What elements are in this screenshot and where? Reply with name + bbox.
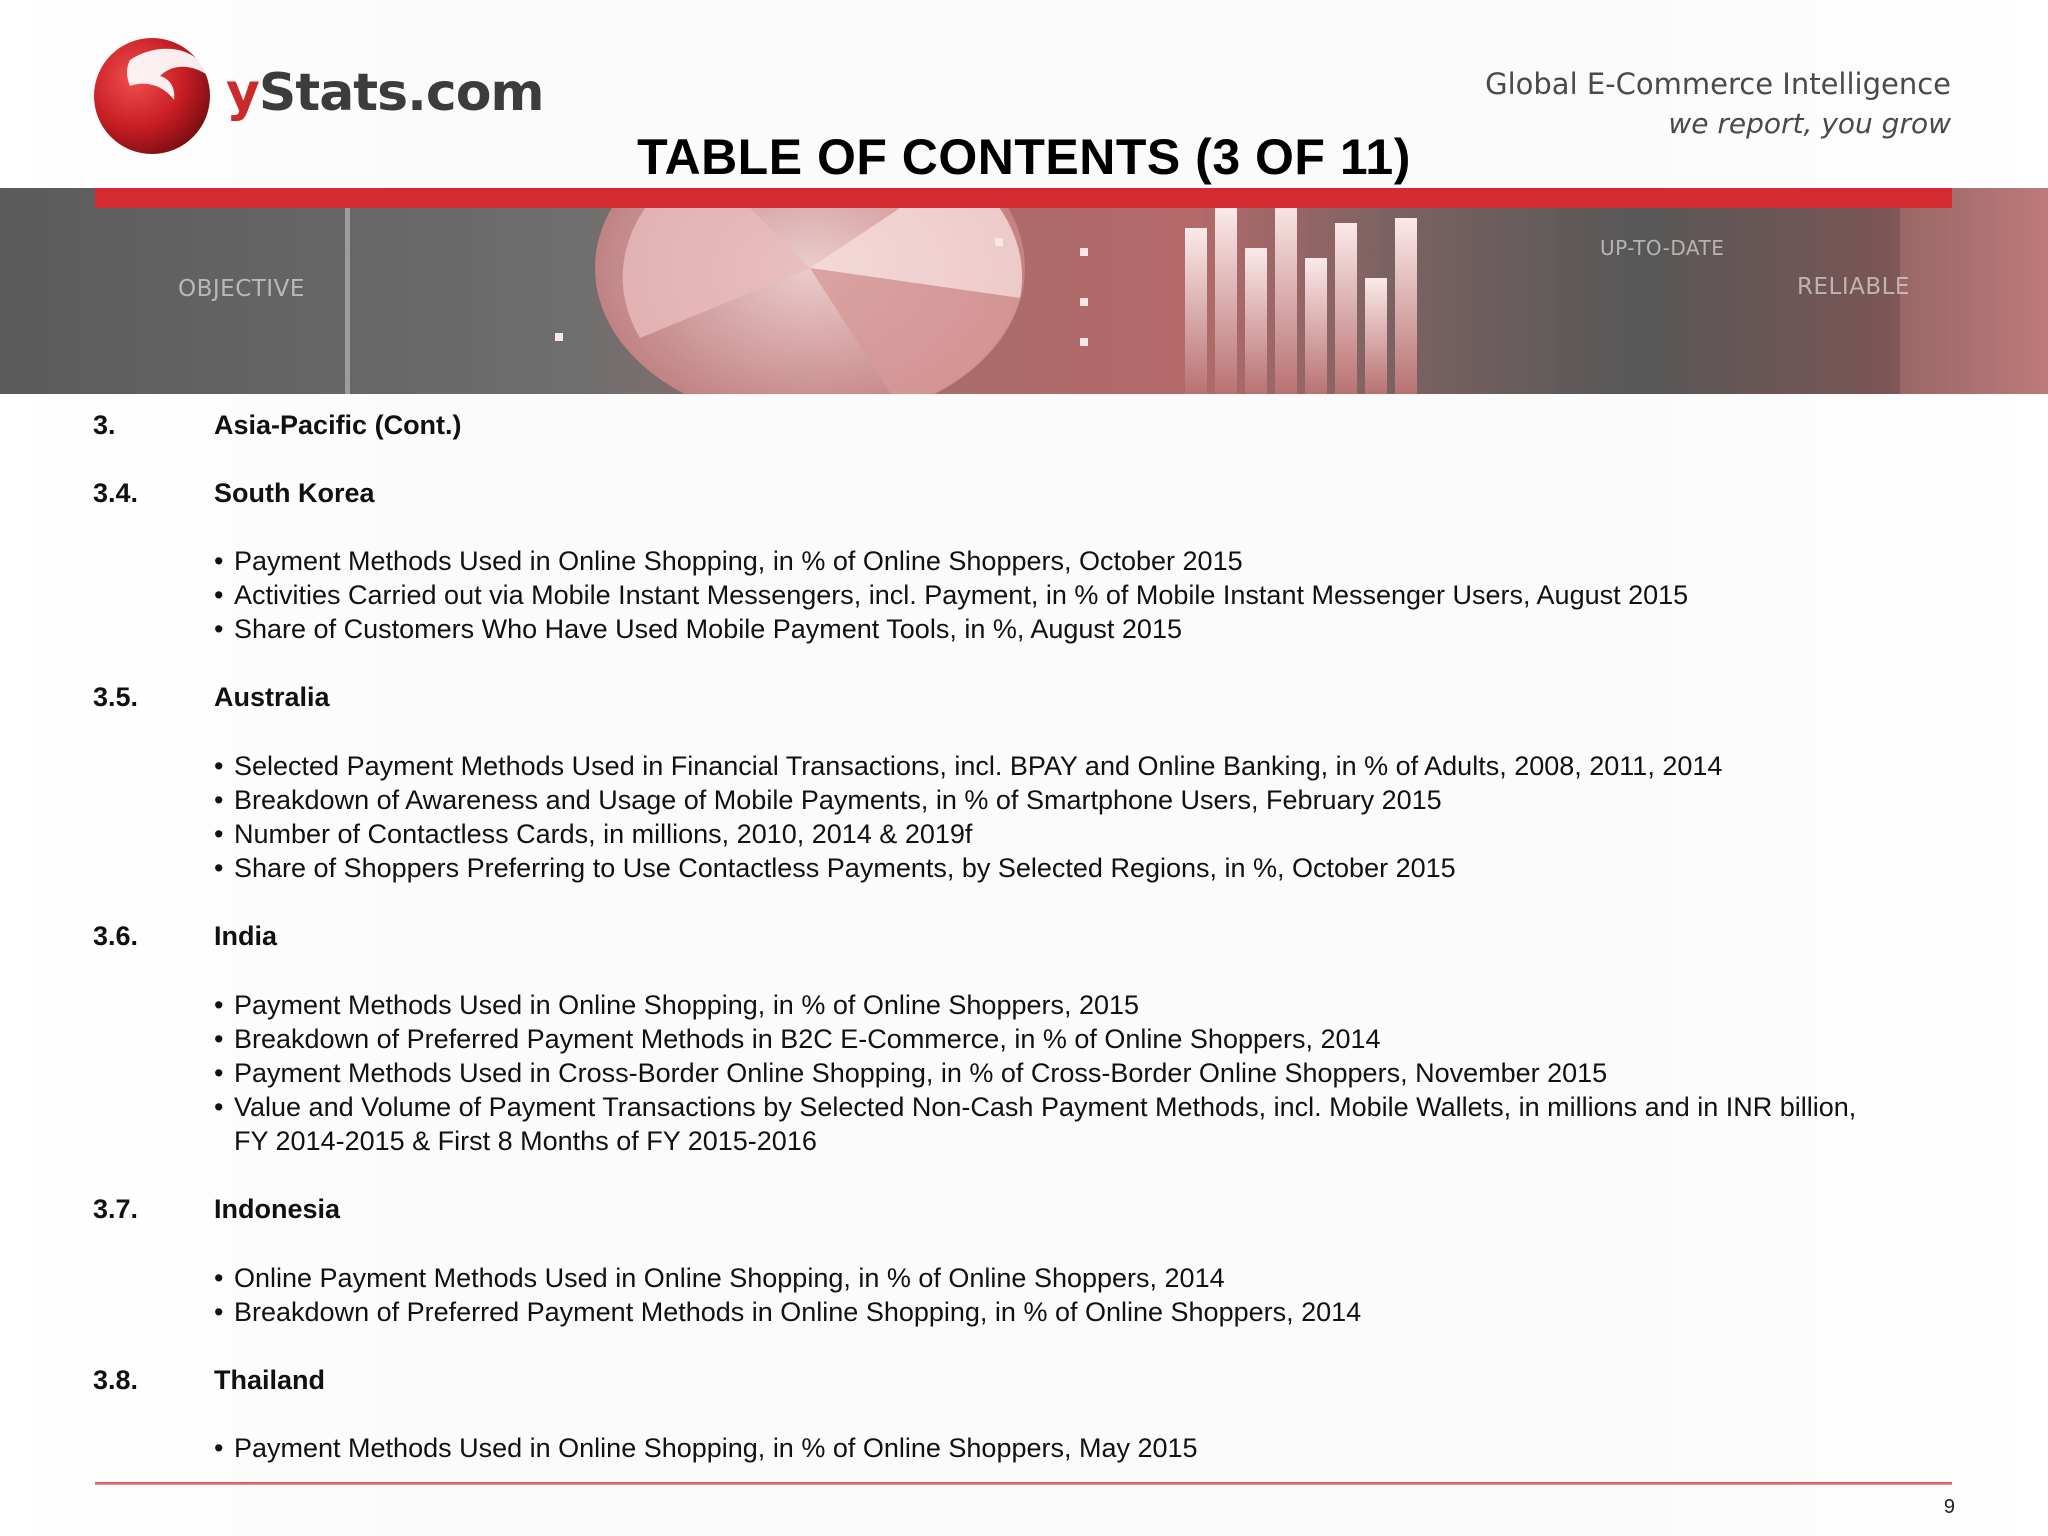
toc-item-label: Share of Customers Who Have Used Mobile Payment Tools, in %, August 2015 bbox=[234, 614, 1182, 644]
bullet-icon: • bbox=[214, 1433, 224, 1463]
section-number: 3.7. bbox=[93, 1194, 139, 1224]
bullet-icon: • bbox=[214, 546, 224, 576]
banner-graphic bbox=[0, 188, 2048, 394]
toc-item-label: Payment Methods Used in Cross-Border Online Shopping, in % of Cross-Border Online Shoppers, November 2015 bbox=[234, 1058, 1608, 1088]
section-title: Indonesia bbox=[214, 1194, 341, 1224]
toc-item-label: Payment Methods Used in Online Shopping, in % of Online Shoppers, 2015 bbox=[234, 990, 1140, 1020]
page-title: TABLE OF CONTENTS (3 OF 11) bbox=[637, 129, 1411, 185]
toc-item-label: Activities Carried out via Mobile Instant Messengers, incl. Payment, in % of Mobile Instant Messenger Users, August 2015 bbox=[234, 580, 1689, 610]
logo-text: yStats.com bbox=[226, 63, 544, 123]
section-number: 3.6. bbox=[93, 921, 139, 951]
bullet-icon: • bbox=[214, 1297, 224, 1327]
toc-item-label: Breakdown of Awareness and Usage of Mobile Payments, in % of Smartphone Users, February 2015 bbox=[234, 785, 1442, 815]
toc-item-label: Breakdown of Preferred Payment Methods in B2C E-Commerce, in % of Online Shoppers, 2014 bbox=[234, 1024, 1381, 1054]
banner-label-objective: OBJECTIVE bbox=[178, 276, 305, 302]
section-number: 3.4. bbox=[93, 478, 139, 508]
header-banner-image bbox=[0, 188, 2048, 394]
section-title: India bbox=[214, 921, 278, 951]
toc-item-label: Number of Contactless Cards, in millions, 2010, 2014 & 2019f bbox=[234, 819, 973, 849]
toc-item-label: FY 2014-2015 & First 8 Months of FY 2015-2016 bbox=[234, 1126, 817, 1156]
toc-item-label: Payment Methods Used in Online Shopping, in % of Online Shoppers, October 2015 bbox=[234, 546, 1243, 576]
toc-item-label: Payment Methods Used in Online Shopping, in % of Online Shoppers, May 2015 bbox=[234, 1433, 1198, 1463]
toc-item-label: Share of Shoppers Preferring to Use Contactless Payments, by Selected Regions, in %, October 2015 bbox=[234, 853, 1456, 883]
banner-label-up-to-date: UP-TO-DATE bbox=[1600, 236, 1725, 260]
bullet-icon: • bbox=[214, 853, 224, 883]
bullet-icon: • bbox=[214, 819, 224, 849]
bullet-icon: • bbox=[214, 614, 224, 644]
toc-item-label: Breakdown of Preferred Payment Methods in Online Shopping, in % of Online Shoppers, 2014 bbox=[234, 1297, 1362, 1327]
toc-item-label: Online Payment Methods Used in Online Shopping, in % of Online Shoppers, 2014 bbox=[234, 1263, 1225, 1293]
bullet-icon: • bbox=[214, 580, 224, 610]
bullet-icon: • bbox=[214, 785, 224, 815]
section-number: 3. bbox=[93, 410, 116, 440]
page-number: 9 bbox=[1943, 1496, 1955, 1518]
section-title: Australia bbox=[214, 682, 330, 712]
tagline-line-2: we report, you grow bbox=[1668, 107, 1951, 140]
banner-label-reliable: RELIABLE bbox=[1797, 274, 1910, 300]
toc-item-label: Value and Volume of Payment Transactions by Selected Non-Cash Payment Methods, incl. Mobile Wallets, in millions and in INR billion, bbox=[234, 1092, 1857, 1122]
header-red-bar bbox=[95, 188, 1952, 208]
tagline-line-1: Global E-Commerce Intelligence bbox=[1485, 67, 1951, 101]
toc-item-label: Selected Payment Methods Used in Financial Transactions, incl. BPAY and Online Banking, in % of Adults, 2008, 2011, 2014 bbox=[234, 751, 1723, 781]
section-number: 3.5. bbox=[93, 682, 139, 712]
bullet-icon: • bbox=[214, 1058, 224, 1088]
bullet-icon: • bbox=[214, 990, 224, 1020]
bullet-icon: • bbox=[214, 751, 224, 781]
bullet-icon: • bbox=[214, 1024, 224, 1054]
footer-divider bbox=[95, 1482, 1952, 1485]
section-title: Asia-Pacific (Cont.) bbox=[214, 410, 462, 440]
section-title: Thailand bbox=[214, 1365, 326, 1395]
section-number: 3.8. bbox=[93, 1365, 139, 1395]
bullet-icon: • bbox=[214, 1263, 224, 1293]
bullet-icon: • bbox=[214, 1092, 224, 1122]
section-title: South Korea bbox=[214, 478, 375, 508]
